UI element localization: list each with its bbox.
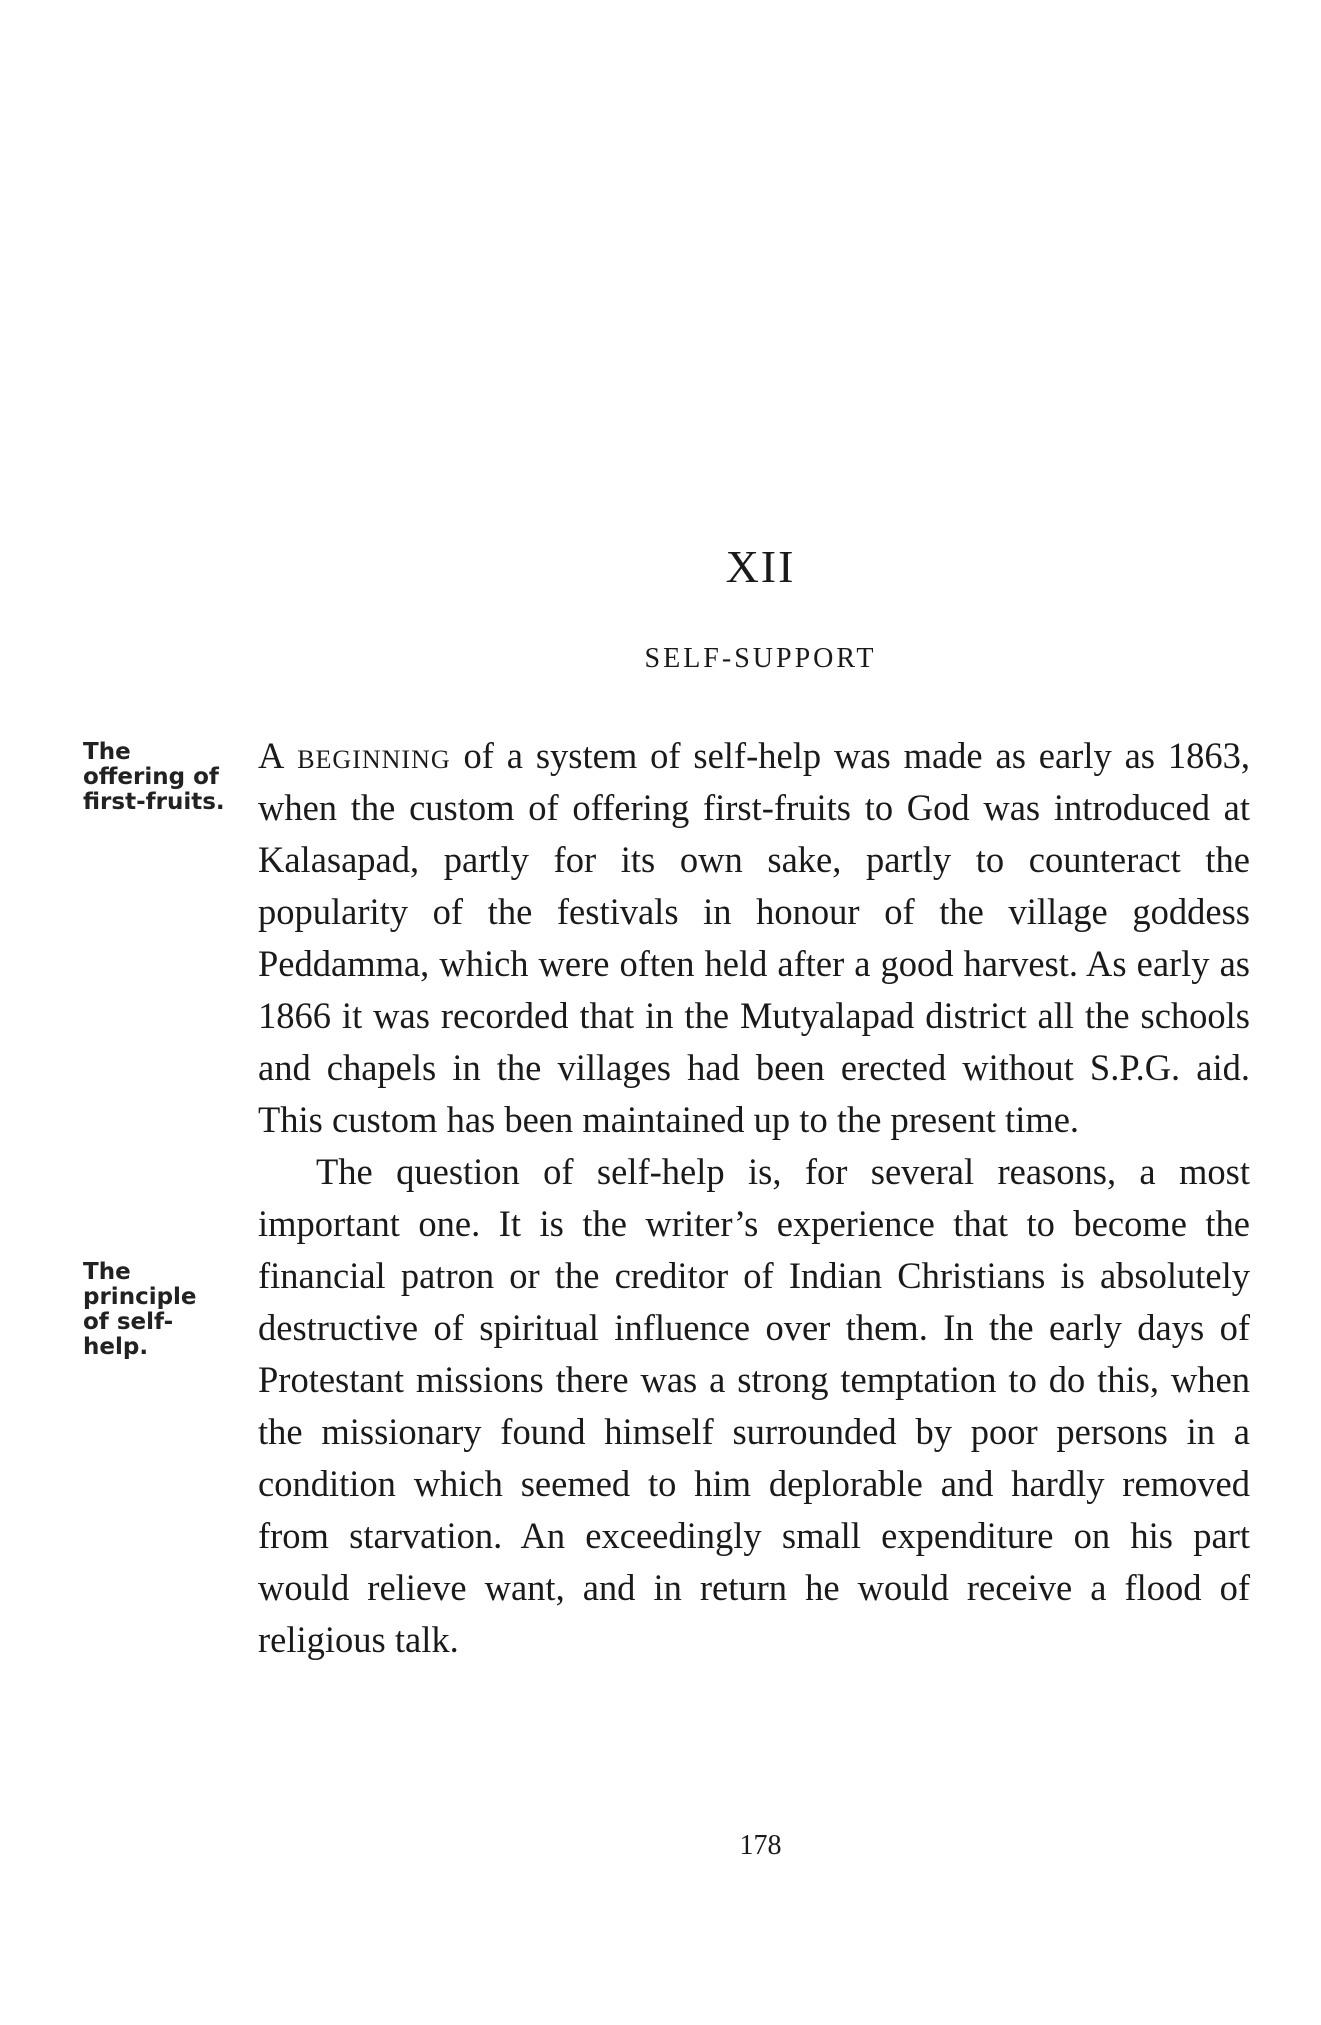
paragraph-1-lead: A beginning [258,735,451,776]
paragraph-1-text: of a system of self-help was made as early as 1863, when the custom of offering first-fruits to God was introduced at Kalasapad, partly for its own sake, partly to counteract the popularity of the festivals in honour of the village goddess Peddamma, which were often held after a good harvest. As early as 1866 it was recorded that in the Mutyalapad district all the schools and chapels in the villages had been erected without S.P.G. aid. This custom has been maintained up to the present time. [258,735,1250,1140]
chapter-number: XII [725,541,796,592]
paragraph-2: The question of self-help is, for several reasons, a most important one. It is the writer’s experience that to become the financial patron or the creditor of Indian Christians is absolutely destructive of spiritual influence over them. In the early days of Protestant missions there was a strong temptation to do this, when the missionary found himself surrounded by poor persons in a condition which seemed to him deplorable and hardly removed from starvation. An exceedingly small expenditure on his part would relieve want, and in return he would receive a flood of religious talk. [258,1151,1250,1660]
sidenote-first-fruits: The offering of first-fruits. [83,739,225,815]
sidenote-self-help: The principle of self-help. [83,1259,197,1360]
chapter-title: SELF-SUPPORT [644,643,877,674]
page-number: 178 [739,1830,782,1861]
paragraph-1 [258,730,1250,1146]
body-text [258,730,1250,1666]
